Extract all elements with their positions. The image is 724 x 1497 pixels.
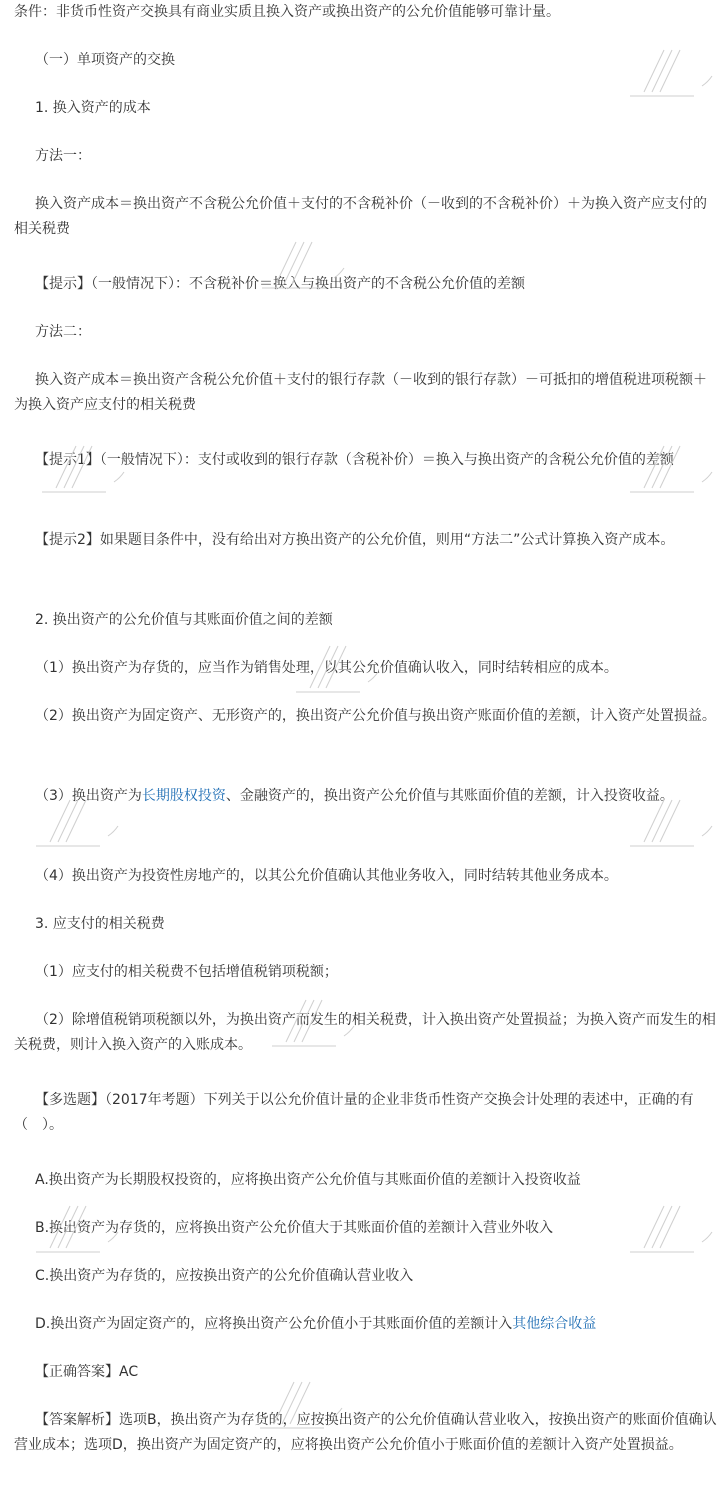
option-d (14, 1312, 718, 1337)
correct-answer: 【正确答案】AC (35, 1364, 139, 1380)
method-one-label: 方法一： (35, 148, 91, 164)
condition-paragraph: 条件：非货币性资产交换具有商业实质且换入资产或换出资产的公允价值能够可靠计量。 (14, 4, 560, 20)
tax-item-1: （1）应支付的相关税费不包括增值税销项税额； (35, 964, 338, 980)
item-long-term-equity (14, 784, 718, 809)
subheading-cost: 1. 换入资产的成本 (35, 100, 151, 116)
method-two-label: 方法二： (35, 324, 91, 340)
item3-text-after: 、金融资产的，换出资产公允价值与其账面价值的差额，计入投资收益。 (225, 788, 674, 804)
tip2-paragraph: 【提示2】如果题目条件中，没有给出对方换出资产的公允价值，则用“方法二”公式计算换入资产成本。 (35, 532, 675, 548)
tip-paragraph: 【提示】（一般情况下）：不含税补价＝换入与换出资产的不含税公允价值的差额 (35, 276, 525, 292)
option-c: C.换出资产为存货的，应按换出资产的公允价值确认营业收入 (35, 1268, 414, 1284)
option-a: A.换出资产为长期股权投资的，应将换出资产公允价值与其账面价值的差额计入投资收益 (35, 1172, 581, 1188)
item-fixed-assets: （2）换出资产为固定资产、无形资产的，换出资产公允价值与换出资产账面价值的差额，计入资产处置损益。 (35, 708, 716, 724)
long-term-equity-link[interactable]: 长期股权投资 (141, 788, 226, 804)
option-d-text: D.换出资产为固定资产的，应将换出资产公允价值小于其账面价值的差额计入 (35, 1316, 513, 1332)
section-heading-single-asset: （一）单项资产的交换 (35, 52, 175, 68)
method-two-formula: 换入资产成本＝换出资产含税公允价值＋支付的银行存款（－收到的银行存款）－可抵扣的增值税进项税额＋为换入资产应支付的相关税费 (14, 372, 707, 413)
subheading-difference: 2. 换出资产的公允价值与其账面价值之间的差额 (35, 612, 333, 628)
subheading-taxes: 3. 应支付的相关税费 (35, 916, 165, 932)
option-b: B.换出资产为存货的，应将换出资产公允价值大于其账面价值的差额计入营业外收入 (35, 1220, 554, 1236)
item-inventory: （1）换出资产为存货的，应当作为销售处理，以其公允价值确认收入，同时结转相应的成本。 (35, 660, 618, 676)
question-stem: 【多选题】（2017年考题）下列关于以公允价值计量的企业非货币性资产交换会计处理的表述中，正确的有（ ）。 (14, 1092, 694, 1133)
tip1-paragraph: 【提示1】（一般情况下）：支付或收到的银行存款（含税补价）＝换入与换出资产的含税公允价值的差额 (35, 452, 674, 468)
other-comprehensive-income-link[interactable]: 其他综合收益 (512, 1316, 597, 1332)
item3-text-before: （3）换出资产为 (35, 788, 142, 804)
tax-item-2: （2）除增值税销项税额以外，为换出资产而发生的相关税费，计入换出资产处置损益；为换入资产而发生的相关税费，则计入换入资产的入账成本。 (14, 1012, 716, 1053)
answer-explanation: 【答案解析】选项B，换出资产为存货的，应按换出资产的公允价值确认营业收入，按换出资产的账面价值确认营业成本；选项D，换出资产为固定资产的，应将换出资产公允价值小于账面价值的差额计入资产处置损益。 (14, 1412, 717, 1453)
method-one-formula: 换入资产成本＝换出资产不含税公允价值＋支付的不含税补价（－收到的不含税补价）＋为换入资产应支付的相关税费 (14, 196, 707, 237)
item-investment-property: （4）换出资产为投资性房地产的，以其公允价值确认其他业务收入，同时结转其他业务成本。 (35, 868, 618, 884)
